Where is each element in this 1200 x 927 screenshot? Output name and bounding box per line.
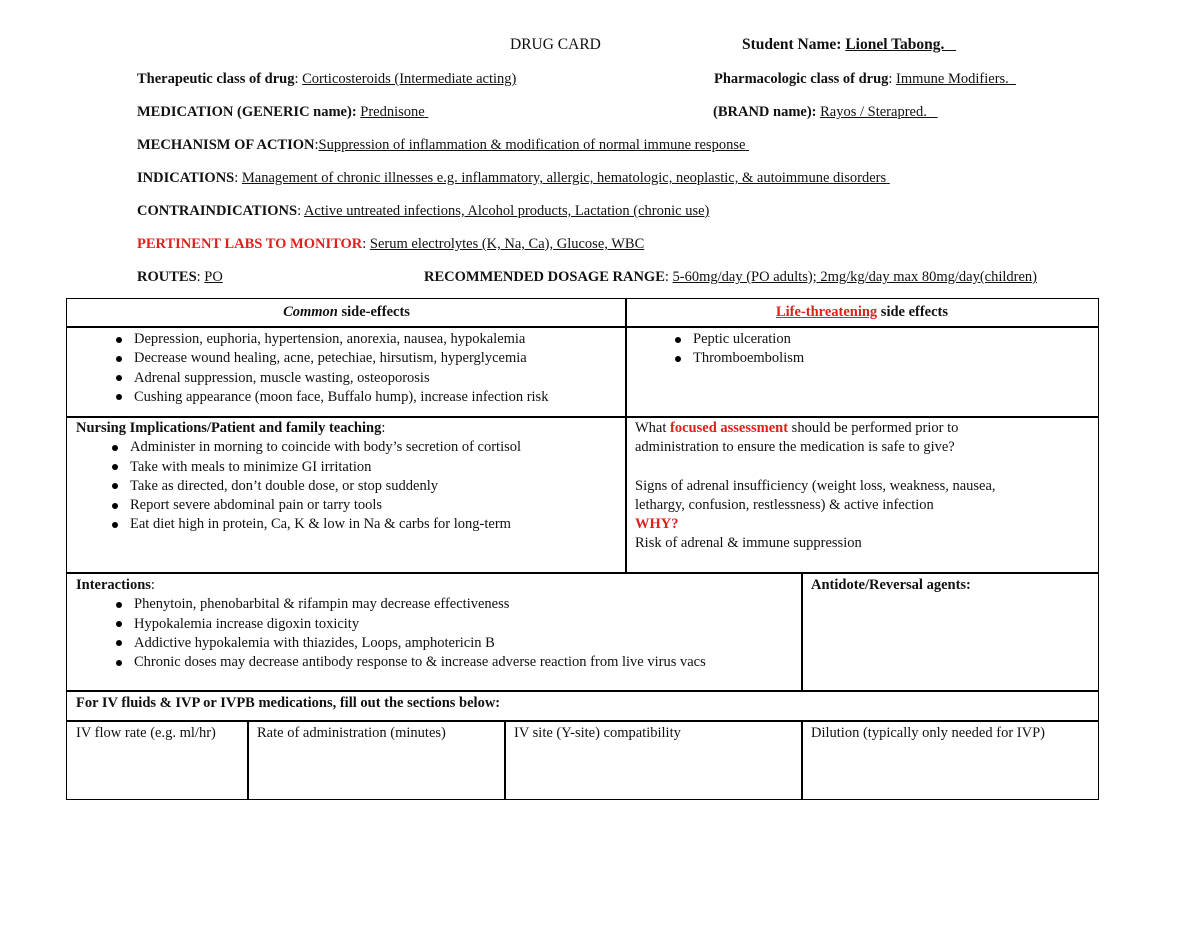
student-name-value: Lionel Tabong. (845, 36, 945, 53)
labs-label: PERTINENT LABS TO MONITOR (137, 236, 363, 252)
therapeutic-class-value: Corticosteroids (Intermediate acting) (302, 71, 517, 87)
interactions-title: Interactions (76, 577, 151, 593)
routes-label: ROUTES (137, 269, 197, 285)
list-item: Depression, euphoria, hypertension, anorexia, nausea, hypokalemia (107, 330, 626, 349)
common-label: Common (283, 304, 338, 320)
indications-label: INDICATIONS (137, 170, 235, 186)
dosage-value: 5-60mg/day (PO adults); 2mg/kg/day max 80mg/day(children) (672, 269, 1037, 285)
common-rest-label: side-effects (337, 304, 410, 320)
life-threatening-label: Life-threatening (775, 304, 878, 320)
focused-assessment-label: focused assessment (670, 420, 789, 436)
card-title: DRUG CARD (510, 36, 601, 53)
list-item: Take with meals to minimize GI irritation (103, 458, 626, 477)
labs-line: PERTINENT LABS TO MONITOR: Serum electrolytes (K, Na, Ca), Glucose, WBC (137, 236, 645, 252)
list-item: Chronic doses may decrease antibody response to & increase adverse reaction from live virus vacs (107, 653, 802, 672)
life-threatening-list (626, 327, 1098, 369)
therapeutic-class-line: Therapeutic class of drug: Corticosteroids (Intermediate acting) (137, 71, 517, 87)
brand-name-line (713, 103, 938, 121)
indications-line: INDICATIONS: Management of chronic illnesses e.g. inflammatory, allergic, hematologic, neoplastic, & autoimmune disorders (137, 170, 887, 186)
common-side-effects-cell (66, 326, 627, 418)
iv-section-header (66, 690, 1099, 722)
iv-flow-rate-label: IV flow rate (e.g. ml/hr) (76, 725, 216, 741)
focused-assessment-cell (625, 416, 1099, 574)
list-item: Peptic ulceration (666, 330, 1098, 349)
contraindications-value: Active untreated infections, Alcohol products, Lactation (chronic use) (303, 203, 710, 219)
student-name-label: Student Name: (742, 36, 842, 53)
why-label: WHY? (635, 516, 679, 533)
iv-section-title: For IV fluids & IVP or IVPB medications, fill out the sections below: (76, 695, 501, 711)
pharmacologic-class-line: Pharmacologic class of drug: Immune Modifiers. (714, 71, 1009, 87)
dilution-cell[interactable] (801, 720, 1099, 800)
dosage-label: RECOMMENDED DOSAGE RANGE (424, 269, 665, 285)
list-item: Thromboembolism (666, 349, 1098, 368)
generic-name-label: MEDICATION (GENERIC name): (137, 104, 357, 120)
list-item: Report severe abdominal pain or tarry tools (103, 496, 626, 515)
list-item: Cushing appearance (moon face, Buffalo hump), increase infection risk (107, 388, 626, 407)
why-answer: Risk of adrenal & immune suppression (635, 535, 862, 552)
mechanism-line: MECHANISM OF ACTION:Suppression of inflammation & modification of normal immune response (137, 137, 746, 153)
life-threatening-header (625, 298, 1099, 328)
assessment-q-post: should be performed prior to (788, 420, 959, 436)
antidote-cell (801, 572, 1099, 692)
interactions-list (67, 595, 802, 672)
assessment-question-line2: administration to ensure the medication is safe to give? (635, 439, 955, 456)
list-item: Administer in morning to coincide with body’s secretion of cortisol (103, 438, 626, 457)
list-item: Hypokalemia increase digoxin toxicity (107, 615, 802, 634)
generic-name-line (137, 103, 428, 121)
y-site-compatibility-cell[interactable] (504, 720, 803, 800)
mechanism-label: MECHANISM OF ACTION (137, 137, 315, 153)
iv-flow-rate-cell[interactable] (66, 720, 249, 800)
assessment-q-pre: What (635, 420, 671, 436)
dosage-line: RECOMMENDED DOSAGE RANGE: 5-60mg/day (PO adults); 2mg/kg/day max 80mg/day(children) (424, 269, 1037, 285)
assessment-answer-line1: Signs of adrenal insufficiency (weight loss, weakness, nausea, (635, 477, 996, 494)
rate-of-administration-cell[interactable] (247, 720, 506, 800)
nursing-title: Nursing Implications/Patient and family teaching (76, 420, 382, 436)
common-side-effects-header (66, 298, 627, 328)
routes-value: PO (204, 269, 223, 285)
list-item: Adrenal suppression, muscle wasting, osteoporosis (107, 369, 626, 388)
contraindications-label: CONTRAINDICATIONS (137, 203, 298, 219)
nursing-colon: : (381, 420, 386, 436)
interactions-cell (66, 572, 803, 692)
y-site-compatibility-label: IV site (Y-site) compatibility (514, 725, 681, 741)
brand-name-value: Rayos / Sterapred. (820, 104, 927, 120)
assessment-answer-line2: lethargy, confusion, restlessness) & active infection (635, 496, 934, 513)
nursing-implications-cell (66, 416, 627, 574)
generic-name-value: Prednisone (360, 104, 425, 120)
list-item: Decrease wound healing, acne, petechiae, hirsutism, hyperglycemia (107, 349, 626, 368)
routes-line: ROUTES: PO (137, 269, 223, 285)
life-rest-label: side effects (877, 304, 949, 320)
dilution-label: Dilution (typically only needed for IVP) (811, 725, 1045, 741)
antidote-title: Antidote/Reversal agents: (811, 577, 971, 593)
student-name-line (742, 36, 956, 54)
indications-value: Management of chronic illnesses e.g. inflammatory, allergic, hematologic, neoplastic, & autoimmune disorders (241, 170, 887, 186)
therapeutic-class-label: Therapeutic class of drug (137, 71, 295, 87)
common-side-effects-list (67, 327, 626, 407)
list-item: Eat diet high in protein, Ca, K & low in Na & carbs for long-term (103, 515, 626, 534)
brand-name-label: (BRAND name): (713, 104, 817, 120)
mechanism-value: Suppression of inflammation & modification of normal immune response (318, 137, 746, 153)
interactions-colon: : (150, 577, 155, 593)
contraindications-line: CONTRAINDICATIONS: Active untreated infections, Alcohol products, Lactation (chronic use) (137, 203, 710, 219)
pharmacologic-class-label: Pharmacologic class of drug (714, 71, 889, 87)
rate-of-administration-label: Rate of administration (minutes) (257, 725, 446, 741)
assessment-question (635, 419, 1098, 438)
nursing-list (67, 438, 626, 534)
pharmacologic-class-value: Immune Modifiers. (896, 71, 1009, 87)
list-item: Phenytoin, phenobarbital & rifampin may decrease effectiveness (107, 595, 802, 614)
life-threatening-cell (625, 326, 1099, 418)
list-item: Take as directed, don’t double dose, or stop suddenly (103, 477, 626, 496)
list-item: Addictive hypokalemia with thiazides, Loops, amphotericin B (107, 634, 802, 653)
labs-value: Serum electrolytes (K, Na, Ca), Glucose, WBC (369, 236, 645, 252)
